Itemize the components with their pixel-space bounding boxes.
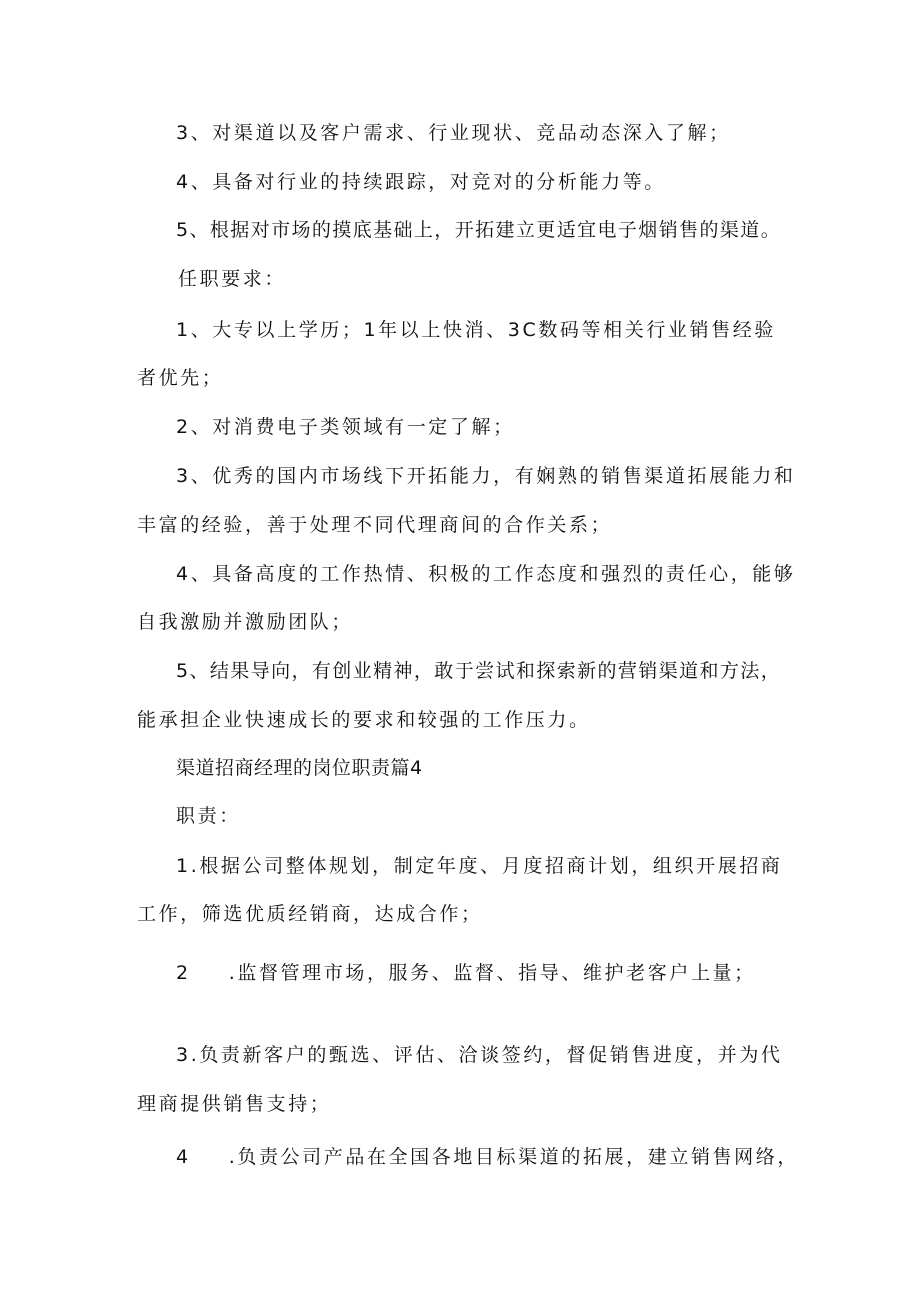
list-number: 4 (176, 1146, 191, 1168)
text-line: 1、大专以上学历；1年以上快消、3C数码等相关行业销售经验 (176, 319, 776, 341)
text-line: 3.负责新客户的甄选、评估、洽谈签约，督促销售进度，并为代 (176, 1044, 783, 1066)
section-heading: 任职要求： (178, 268, 287, 290)
text-line: 3、对渠道以及客户需求、行业现状、竞品动态深入了解； (176, 122, 731, 144)
text-line: 4、具备对行业的持续跟踪，对竞对的分析能力等。 (176, 171, 666, 193)
section-title: 渠道招商经理的岗位职责篇4 (176, 757, 423, 779)
text-line: 4、具备高度的工作热情、积极的工作态度和强烈的责任心，能够 (176, 563, 796, 585)
list-number: 2 (176, 962, 191, 984)
text-line (176, 961, 756, 985)
text-line: 2、对消费电子类领域有一定了解； (176, 416, 515, 438)
list-item-text: .监督管理市场，服务、监督、指导、维护老客户上量； (228, 962, 756, 984)
text-line: 3、优秀的国内市场线下开拓能力，有娴熟的销售渠道拓展能力和 (176, 465, 796, 487)
text-line: 5、根据对市场的摸底基础上，开拓建立更适宜电子烟销售的渠道。 (176, 219, 782, 241)
section-heading: 职责： (176, 805, 241, 827)
text-line: 5、结果导向，有创业精神，敢于尝试和探索新的营销渠道和方法， (176, 660, 782, 682)
list-item-text: .负责公司产品在全国各地目标渠道的拓展，建立销售网络， (228, 1146, 799, 1168)
text-line: 工作，筛选优质经销商，达成合作； (137, 903, 483, 925)
text-line (176, 1145, 799, 1169)
text-line: 者优先； (137, 367, 224, 389)
text-line: 1.根据公司整体规划，制定年度、月度招商计划，组织开展招商 (176, 855, 783, 877)
text-line: 能承担企业快速成长的要求和较强的工作压力。 (137, 709, 591, 731)
text-line: 丰富的经验，善于处理不同代理商间的合作关系； (137, 514, 613, 536)
text-line: 理商提供销售支持； (137, 1093, 332, 1115)
text-line: 自我激励并激励团队； (137, 611, 354, 633)
